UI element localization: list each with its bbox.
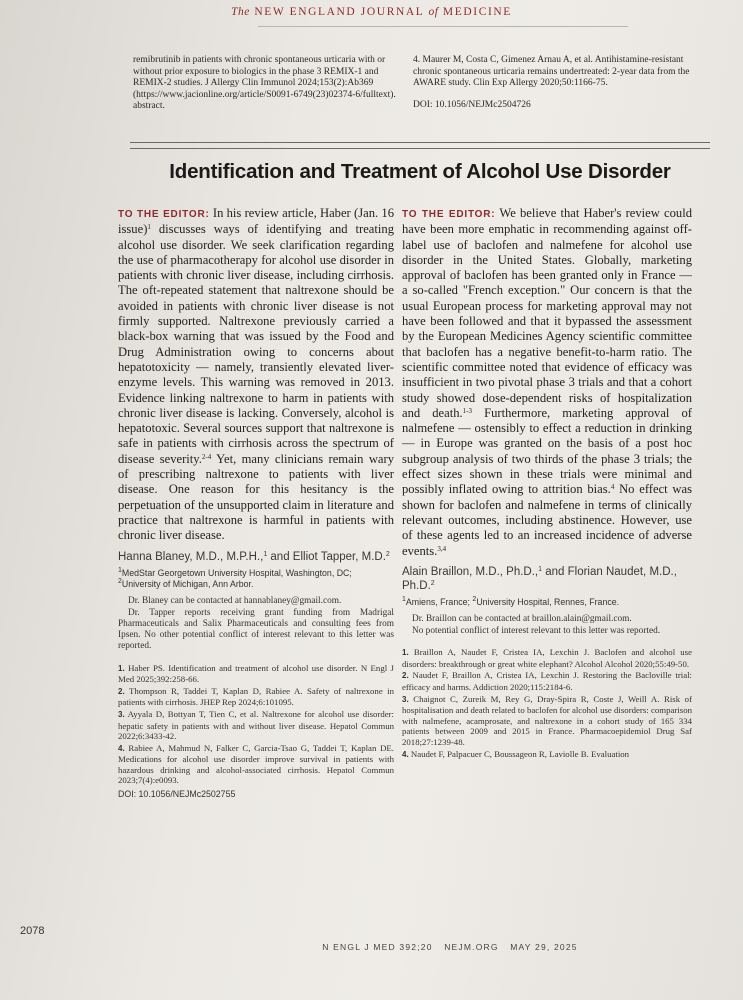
ref-number: 3. [118, 709, 125, 719]
right-disclosure-note: No potential conflict of interest relevant to this letter was reported. [412, 626, 661, 637]
ref-text: Naudet F, Braillon A, Cristea IA, Lexchin J. Restoring the Bacloville trial: efficacy and harms. Addiction 2020;115:2184-6. [402, 670, 692, 693]
top-left-reference-continuation [133, 55, 403, 113]
left-affiliations [118, 568, 394, 590]
right-author-2: and Florian Naudet, M.D., Ph.D. [402, 565, 677, 592]
header-rule [258, 26, 628, 27]
ref-text: Rabiee A, Mahmud N, Falker C, Garcia-Tsao G, Taddei T, Kaplan DE. Medications for alcohol use disorder improve survival in patients with hazardous drinking and alcohol-associated cirrhosis. Hepatol Commun 2023;7(4):e0093. [118, 742, 395, 786]
right-author-2-sup: 2 [430, 579, 435, 587]
ref-number: 3. [402, 694, 409, 704]
right-author-1: Alain Braillon, M.D., Ph.D., [402, 565, 539, 578]
left-disclosure-note: Dr. Tapper reports receiving grant funding from Madrigal Pharmaceuticals and Salix Pharmaceuticals and consulting fees from Ipsen. No other potential conflict of interest relevant to this letter was reported. [118, 607, 394, 652]
top-left-text: remibrutinib in patients with chronic spontaneous urticaria with or without prior exposure to biologics in the phase 3 REMIX-1 and REMIX-2 studies. J Allergy Clin Immunol 2024;153(2):Ab369 (https://www.jacionline.org/article/S0091-6749(23)02374-6/fulltext). abstract. [133, 55, 396, 112]
left-body-part-1: In his review article, Haber (Jan. 16 issue) [118, 206, 395, 237]
running-header [0, 6, 743, 18]
left-author-2: and Elliot Tapper, M.D. [267, 550, 386, 563]
right-body-part-2: Furthermore, marketing approval of nalmefene — ostensibly to effect a reduction in drinking — in Europe was granted on the basis of a post hoc subgroup analysis of two thirds of the phase 3 trials; the effect sizes shown in these trials were minimal and possibly inflated owing to attrition bias. [402, 405, 692, 497]
left-letter-body [118, 206, 394, 544]
right-affil-2: University Hospital, Rennes, France. [476, 596, 620, 607]
right-letter [402, 206, 692, 761]
left-author-1-sup: 1 [263, 550, 268, 558]
right-citation-3: 3,4 [437, 544, 447, 553]
left-affil-2-sup: 2 [118, 577, 122, 585]
top-right-ref-text: Maurer M, Costa C, Gimenez Arnau A, et al. Antihistamine-resistant chronic spontaneous urticaria remains undertreated: 2-year data from the AWARE study. Clin Exp Allergy 2020;50:1166-75. [413, 55, 690, 89]
ref-text: Haber PS. Identification and treatment of alcohol use disorder. N Engl J Med 2025;392:258-66. [118, 662, 394, 685]
journal-suffix: MEDICINE [442, 6, 512, 18]
left-body-part-2: discusses ways of identifying and treating alcohol use disorder. We seek clarification regarding the use of pharmacotherapy for alcohol use disorder in patients with chronic liver disease, including cirrhosis. The oft-repeated statement that naltrexone should be avoided in patients with chronic liver disease is not firmly supported. Naltrexone previously carried a black-box warning that was issued by the Food and Drug Administration owing to concerns about hepatotoxicity — namely, transiently elevated liver-enzyme levels. This warning was removed in 2013. Evidence linking naltrexone to harm in patients with chronic liver disease is lacking. Conversely, alcohol is hepatotoxic. Several sources support that naltrexone is safe in patients with cirrhosis across the spectrum of disease severity. [118, 222, 394, 466]
footer-journal: N ENGL J MED 392;20 [322, 942, 433, 952]
ref-text: Naudet F, Palpacuer C, Boussageon R, Laviolle B. Evaluation [410, 748, 630, 759]
ref-text: Chaignot C, Zureik M, Rey G, Dray-Spira R, Coste J, Weill A. Risk of hospitalisation and death related to baclofen for alcohol use disorders: comparison with nalmefene, acamprosate, and naltrexone in a cohort study of 165 334 patients between 2009 and 2015 in France. Pharmacoepidemiol Drug Saf 2018;27:1239-48. [402, 693, 692, 747]
left-affil-1-sup: 1 [118, 566, 122, 574]
right-letter-body [402, 206, 692, 559]
ref-number: 2. [402, 671, 409, 681]
left-affil-2: University of Michigan, Ann Arbor. [121, 578, 254, 589]
right-affil-1: Amiens, France; [405, 596, 470, 607]
section-divider [130, 142, 710, 149]
footer-site: NEJM.ORG [444, 942, 499, 952]
right-reference-2 [402, 670, 692, 692]
left-reference-3 [118, 709, 394, 742]
journal-of: of [428, 6, 439, 18]
ref-number: 1. [118, 663, 125, 673]
left-author-1: Hanna Blaney, M.D., M.P.H., [118, 550, 264, 563]
page-footer [240, 942, 660, 952]
ref-text: Thompson R, Taddei T, Kaplan D, Rabiee A. Safety of naltrexone in patients with cirrhosis. JHEP Rep 2024;6:101095. [118, 685, 395, 708]
left-authors [118, 550, 394, 564]
left-citation-2: 2-4 [201, 452, 212, 461]
right-body-part-3: No effect was shown for baclofen and nalmefene in terms of clinically relevant outcomes, including abstinence. However, use of these agents led to an increased incidence of adverse events. [402, 482, 693, 558]
right-reference-3 [402, 694, 692, 748]
top-right-reference [413, 55, 705, 111]
left-author-2-sup: 2 [385, 550, 390, 558]
left-body-part-3: Yet, many clinicians remain wary of prescribing naltrexone to patients with liver disease. One reason for this hesitancy is the perpetuation of the unsupported claim in literature and practice that naltrexone is harmful in patients with chronic liver disease. [118, 451, 394, 543]
article-title: Identification and Treatment of Alcohol Use Disorder [169, 160, 671, 183]
page-number: 2078 [20, 925, 45, 937]
ref-number: 4. [118, 743, 125, 753]
right-body-part-1: We believe that Haber's review could have been more emphatic in recommending against off-label use of baclofen and nalmefene for alcohol use disorder in the United States. Globally, marketing approval of baclofen has been granted only in France — a so-called "French exception." Our concern is that the usual European process for marketing approval may not have been followed and that it bypassed the assessment by the European Medicines Agency scientific committee that baclofen has a negative benefit-to-harm ratio. The scientific committee noted that evidence of efficacy was insufficient in two pivotal phase 3 trials and that a cohort study showed dose-dependent risks of hospitalization and death. [402, 206, 692, 420]
left-references [118, 663, 394, 800]
top-right-ref-number: 4. [413, 55, 421, 65]
right-reference-1 [402, 647, 692, 669]
left-reference-4 [118, 743, 394, 786]
right-references [402, 647, 692, 760]
ref-number: 4. [402, 749, 409, 759]
ref-text: Ayyala D, Bottyan T, Tien C, et al. Naltrexone for alcohol use disorder: hepatic safety in patients with and without liver disease. Hepatol Commun 2022;6:3433-42. [118, 708, 394, 742]
right-contact-note: Dr. Braillon can be contacted at braillon.alain@gmail.com. [412, 613, 632, 624]
left-editor-label: TO THE EDITOR: [118, 209, 210, 220]
left-contact-note: Dr. Blaney can be contacted at hannablaney@gmail.com. [128, 595, 342, 606]
right-affil-2-sup: 2 [472, 595, 477, 603]
ref-text: Braillon A, Naudet F, Cristea IA, Lexchin J. Baclofen and alcohol use disorders: breakthrough or great white elephant? Alcohol Alcohol 2020;55:49-50. [402, 647, 693, 669]
right-author-1-sup: 1 [538, 565, 543, 573]
right-affiliations [402, 597, 692, 608]
right-reference-4 [402, 749, 692, 761]
left-affil-1: MedStar Georgetown University Hospital, Washington, DC; [121, 567, 352, 578]
left-reference-2 [118, 686, 394, 708]
left-doi: DOI: 10.1056/NEJMc2502755 [118, 789, 236, 800]
top-right-doi: DOI: 10.1056/NEJMc2504726 [413, 99, 531, 110]
left-reference-1 [118, 663, 394, 685]
journal-prefix: The [231, 6, 250, 18]
footer-date: MAY 29, 2025 [510, 942, 578, 952]
right-citation-1: 1-3 [462, 406, 473, 415]
journal-name: NEW ENGLAND JOURNAL [254, 6, 424, 18]
right-affil-1-sup: 1 [402, 595, 406, 603]
right-authors [402, 565, 692, 593]
left-citation-1: 1 [147, 223, 151, 232]
ref-number: 2. [118, 686, 125, 696]
left-letter [118, 206, 394, 800]
right-editor-label: TO THE EDITOR: [402, 209, 496, 220]
right-citation-2: 4 [610, 483, 615, 492]
ref-number: 1. [402, 648, 409, 658]
